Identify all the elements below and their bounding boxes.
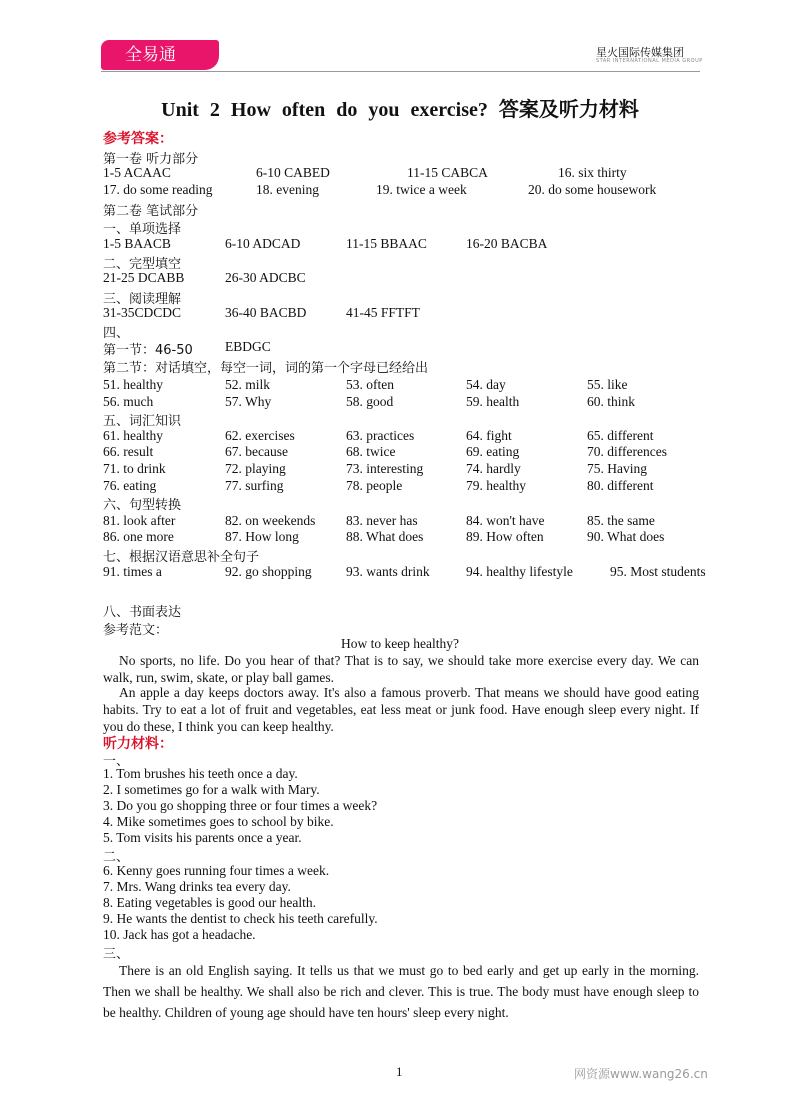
answer-item: 21-25 DCABB: [103, 270, 185, 285]
listening-line: 2. I sometimes go for a walk with Mary.: [103, 782, 320, 797]
answer-item: 92. go shopping: [225, 564, 312, 579]
listening-line: 8. Eating vegetables is good our health.: [103, 895, 316, 910]
answer-item: 65. different: [587, 428, 654, 443]
answer-item: EBDGC: [225, 339, 271, 354]
answer-item: 19. twice a week: [376, 182, 467, 197]
watermark: 网资源www.wang26.cn: [574, 1067, 708, 1081]
answer-item: 6-10 ADCAD: [225, 236, 301, 251]
page-title: Unit 2 How often do you exercise? 答案及听力材料: [161, 99, 639, 121]
answer-item: 68. twice: [346, 444, 396, 459]
section-label: 七、根据汉语意思补全句子: [103, 550, 260, 565]
answer-item: 59. health: [466, 394, 520, 409]
answer-item: 60. think: [587, 394, 636, 409]
answer-item: 53. often: [346, 377, 394, 392]
answer-item: 11-15 BBAAC: [346, 236, 427, 251]
answer-item: 20. do some housework: [528, 182, 657, 197]
answer-item: 86. one more: [103, 529, 174, 544]
answer-item: 73. interesting: [346, 461, 424, 476]
listening-line: 6. Kenny goes running four times a week.: [103, 863, 330, 878]
answer-item: 76. eating: [103, 478, 157, 493]
listening-section-label: 二、: [103, 850, 130, 865]
subsection-label: 第二节：对话填空，每空一词，词的第一个字母已经给出: [103, 361, 429, 376]
listening-line: 5. Tom visits his parents once a year.: [103, 830, 302, 845]
answer-item: 26-30 ADCBC: [225, 270, 306, 285]
answer-item: 55. like: [587, 377, 628, 392]
listening-section-label: 三、: [103, 947, 130, 962]
answer-item: 16-20 BACBA: [466, 236, 548, 251]
answer-item: 16. six thirty: [558, 165, 627, 180]
listening-section-label: 一、: [103, 754, 130, 769]
section-label: 二、完型填空: [103, 257, 182, 272]
brand-logo: 全易通: [101, 40, 219, 70]
answer-item: 58. good: [346, 394, 394, 409]
answer-item: 77. surfing: [225, 478, 284, 493]
part2-label: 第二卷 笔试部分: [103, 204, 199, 219]
answer-item: 31-35CDCDC: [103, 305, 182, 320]
section-label: 三、阅读理解: [103, 292, 182, 307]
answer-item: 74. hardly: [466, 461, 521, 476]
answer-item: 70. differences: [587, 444, 667, 459]
answer-item: 81. look after: [103, 513, 176, 528]
publisher-subtitle: STAR INTERNATIONAL MEDIA GROUP: [596, 58, 703, 64]
answer-item: 52. milk: [225, 377, 271, 392]
listening-heading: 听力材料：: [103, 736, 173, 752]
answer-item: 91. times a: [103, 564, 162, 579]
publisher-name: 星火国际传媒集团: [596, 46, 684, 59]
answer-item: 90. What does: [587, 529, 665, 544]
answer-item: 88. What does: [346, 529, 424, 544]
answer-item: 18. evening: [256, 182, 319, 197]
answer-item: 51. healthy: [103, 377, 163, 392]
answer-item: 84. won't have: [466, 513, 545, 528]
answer-item: 66. result: [103, 444, 154, 459]
section-label: 四、: [103, 326, 130, 341]
answer-item: 1-5 ACAAC: [103, 165, 171, 180]
answer-item: 83. never has: [346, 513, 418, 528]
answer-item: 69. eating: [466, 444, 520, 459]
listening-line: 4. Mike sometimes goes to school by bike.: [103, 814, 334, 829]
answer-item: 93. wants drink: [346, 564, 430, 579]
answer-item: 1-5 BAACB: [103, 236, 171, 251]
listening-line: 7. Mrs. Wang drinks tea every day.: [103, 879, 291, 894]
answer-item: 82. on weekends: [225, 513, 316, 528]
essay-title: How to keep healthy?: [340, 636, 460, 651]
answer-item: 79. healthy: [466, 478, 526, 493]
answer-item: 11-15 CABCA: [407, 165, 488, 180]
listening-line: 9. He wants the dentist to check his teeth carefully.: [103, 911, 378, 926]
answer-item: 17. do some reading: [103, 182, 213, 197]
answer-item: 54. day: [466, 377, 506, 392]
answers-heading: 参考答案：: [103, 131, 173, 147]
answer-item: 80. different: [587, 478, 654, 493]
answer-item: 56. much: [103, 394, 154, 409]
answer-item: 94. healthy lifestyle: [466, 564, 573, 579]
section-label: 一、单项选择: [103, 222, 182, 237]
sample-label: 参考范文：: [103, 623, 169, 638]
answer-item: 67. because: [225, 444, 288, 459]
answer-item: 36-40 BACBD: [225, 305, 307, 320]
section-label: 八、书面表达: [103, 605, 182, 620]
listening-line: 1. Tom brushes his teeth once a day.: [103, 766, 298, 781]
section-label: 六、句型转换: [103, 498, 182, 513]
answer-item: 75. Having: [587, 461, 647, 476]
answer-item: 62. exercises: [225, 428, 295, 443]
essay-paragraph: No sports, no life. Do you hear of that? That is to say, we should take more exercise every day. We can walk, run, swim, skate, or play ball games.: [103, 653, 699, 685]
answer-item: 89. How often: [466, 529, 544, 544]
subsection-label: 第一节：46-50: [103, 343, 193, 358]
answer-item: 78. people: [346, 478, 403, 493]
answer-item: 41-45 FFTFT: [346, 305, 420, 320]
answer-item: 61. healthy: [103, 428, 163, 443]
page-number: 1: [396, 1064, 403, 1079]
listening-passage: There is an old English saying. It tells us that we must go to bed early and get up early in the morning. Then we shall be healthy. We shall also be rich and clever. This is true. The body must have enough sleep to be healthy. Children of young age should have ten hours' sleep every night.: [103, 963, 699, 1020]
answer-item: 6-10 CABED: [256, 165, 330, 180]
essay-paragraph: An apple a day keeps doctors away. It's also a famous proverb. That means we should have good eating habits. Try to eat a lot of fruit and vegetables, eat less meat or junk food. Have enough sleep every night. If you do these, I think you can keep healthy.: [103, 685, 699, 734]
answer-item: 72. playing: [225, 461, 286, 476]
header-divider: [101, 71, 700, 72]
section-label: 五、词汇知识: [103, 414, 182, 429]
listening-line: 3. Do you go shopping three or four times a week?: [103, 798, 378, 813]
answer-item: 95. Most students: [610, 564, 706, 579]
answer-item: 71. to drink: [103, 461, 166, 476]
answer-item: 57. Why: [225, 394, 272, 409]
answer-item: 64. fight: [466, 428, 512, 443]
answer-item: 87. How long: [225, 529, 299, 544]
listening-line: 10. Jack has got a headache.: [103, 927, 256, 942]
answer-item: 63. practices: [346, 428, 415, 443]
part1-label: 第一卷 听力部分: [103, 152, 199, 167]
answer-item: 85. the same: [587, 513, 655, 528]
